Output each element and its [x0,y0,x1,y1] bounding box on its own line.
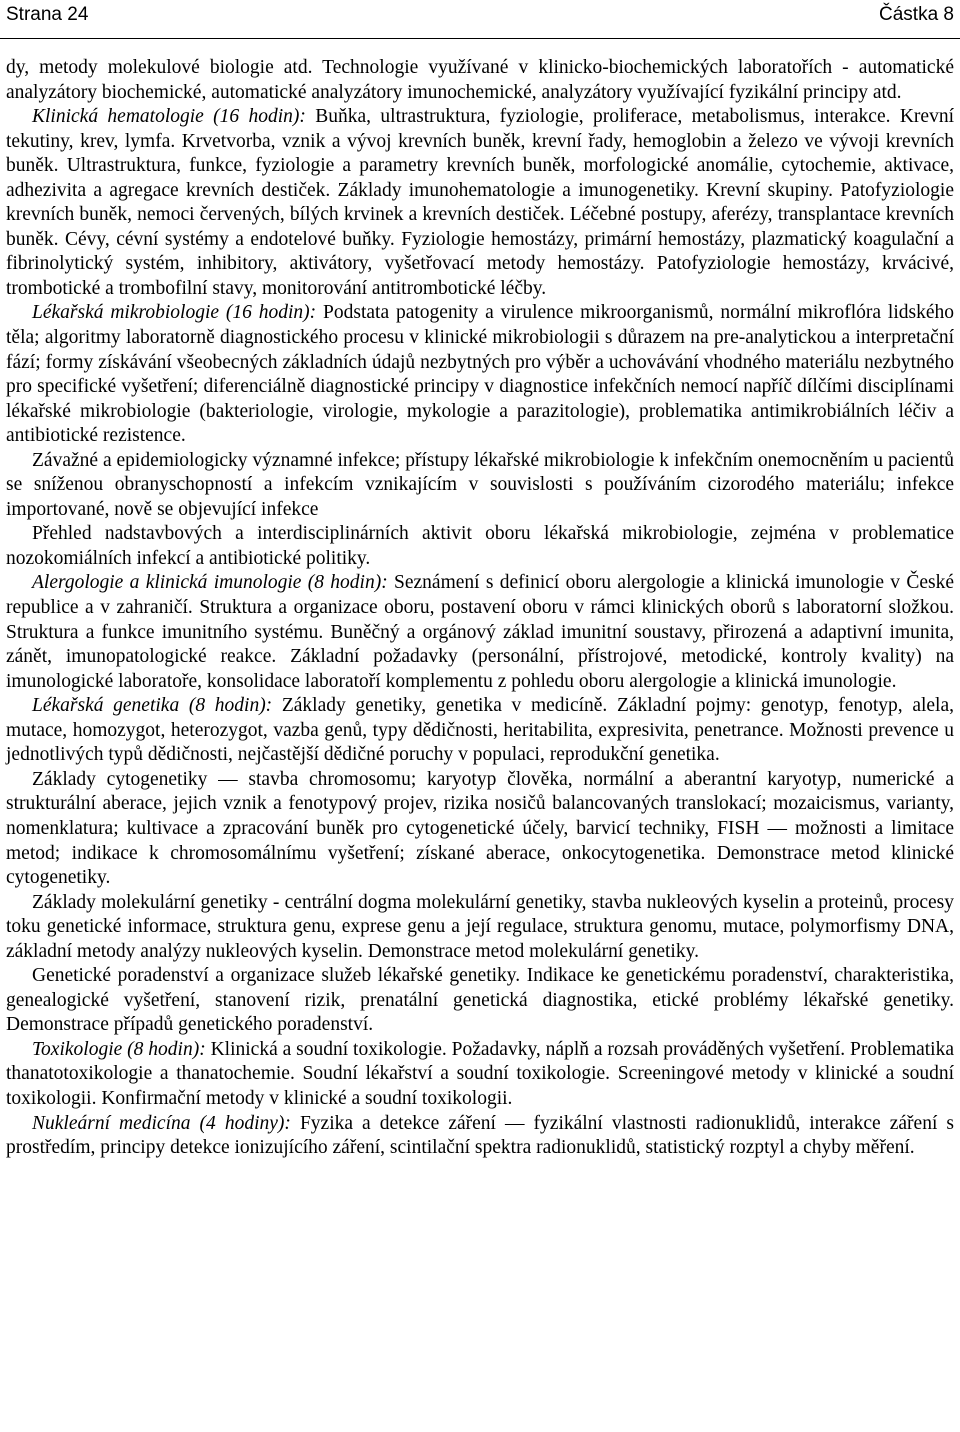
paragraph-continuation [6,56,954,105]
paragraph-nuclear-medicine [6,1112,954,1161]
paragraph-text: Seznámení s definicí oboru alergologie a klinická imunologie v České republice a v zahraničí. Struktura a organizace oboru, postavení oboru v rámci klinických oborů s laboratorní složkou. Struktura a funkce imunitního systému. Buněčný a orgánový základ imunitní soustavy, přirozená a adaptivní imunita, zánět, imunopatologické reakce. Základní požadavky (personální, přístrojové, metodické, kontroly kvality) na imunologické laboratoře, konsolidace laboratoří komplementu z pohledu oboru alergologie a klinická imunologie. [6,572,954,692]
section-heading: Lékařská genetika (8 hodin): [32,695,273,717]
paragraph-text: Základy cytogenetiky — stavba chromosomu; karyotyp člověka, normální a aberantní karyotyp, numerické a strukturální aberace, jejich vznik a fenotypový projev, rizika nosičů balancovaných translokací; mozaicismus, varianty, nomenklatura; kultivace a zpracování buněk pro cytogenetické účely, barvicí techniky, FISH — možnosti a limitace metod; indikace k chromosomálnímu vyšetření; získané aberace, onkocytogenetika. Demonstrace metod klinické cytogenetiky. [6,768,954,889]
paragraph-text: Základy genetiky, genetika v medicíně. Základní pojmy: genotyp, fenotyp, alela, mutace, homozygot, heterozygot, vazba genů, typy dědičnosti, heritabilita, expresivita, penetrance. Možnosti prevence u jednotlivých typů dědičnosti, nejčastější dědičné poruchy v populaci, reprodukční genetika. [6,695,954,766]
paragraph-serious-infections [6,449,954,523]
paragraph-text: dy, metody molekulové biologie atd. Technologie využívané v klinicko-biochemických laboratořích - automatické analyzátory biochemické, automatické analyzátory imunochemické, analyzátory využívající fyzikální principy atd. [6,57,954,103]
paragraph-text: Závažné a epidemiologicky významné infekce; přístupy lékařské mikrobiologie k infekčním onemocněním u pacientů se sníženou obranyschopností a infekcím vznikajícím v souvislosti s používáním cizorodého materiálu; infekce importované, nově se objevující infekce [6,449,954,520]
paragraph-genetic-counseling [6,964,954,1038]
paragraph-text: Klinická a soudní toxikologie. Požadavky, náplň a rozsah prováděných vyšetření. Problematika thanatotoxikologie a thanatochemie. Soudní lékařství a soudní toxikologie. Screeningové metody v klinické a soudní toxikologii. Konfirmační metody v klinické a soudní toxikologii. [6,1038,955,1109]
issue-part: Částka 8 [879,4,954,25]
paragraph-clinical-hematology [6,105,954,301]
section-heading: Klinická hematologie (16 hodin): [32,106,306,128]
paragraph-molecular-genetics [6,891,954,965]
header-rule [0,38,960,39]
section-heading: Alergologie a klinická imunologie (8 hodin): [32,572,388,594]
page-header [6,4,954,32]
section-heading: Lékařská mikrobiologie (16 hodin): [32,302,317,324]
paragraph-medical-microbiology [6,301,954,448]
paragraph-text: Buňka, ultrastruktura, fyziologie, proliferace, metabolismus, interakce. Krevní tekutiny, krev, lymfa. Krvetvorba, vznik a vývoj krevních buněk, krevní řady, hemoglobin a železo ve vývoji krevních buněk. Ultrastruktura, funkce, fyziologie a parametry krevních buněk, morfologické anomálie, cytochemie, aktivace, adhezivita a agregace krevních destiček. Základy imunohematologie a imunogenetiky. Krevní skupiny. Patofyziologie krevních buněk, nemoci červených, bílých krvinek a krevních destiček. Léčebné postupy, aferézy, transplantace krevních buněk. Cévy, cévní systémy a endotelové buňky. Fyziologie hemostázy, primární hemostázy, plazmatický koagulační a fibrinolytický systém, inhibitory, aktivátory, vyšetřovací metody hemostázy. Patofyziologie hemostázy, krvácivé, trombotické a trombofilní stavy, monitorování antitrombotické léčby. [6,106,954,299]
paragraph-text: Základy molekulární genetiky - centrální dogma molekulární genetiky, stavba nukleových kyselin a proteinů, procesy toku genetické informace, struktura genu, exprese genu a její regulace, struktura genomu, mutace, polymorfismy DNA, základní metody analýzy nukleových kyselin. Demonstrace metod molekulární genetiky. [6,891,954,962]
paragraph-text: Podstata patogenity a virulence mikroorganismů, normální mikroflóra lidského těla; algoritmy laboratorně diagnostického procesu v klinické mikrobiologii s důrazem na pre-analytickou a interpretační fází; formy získávání všeobecných základních údajů nezbytných pro výběr a uchovávání vhodného materiálu nezbytného pro specifické vyšetření; diferenciálně diagnostické principy v diagnostice infekčních nemocí napříč dílčími disciplínami lékařské mikrobiologie (bakteriologie, virologie, mykologie a parazitologie), problematika antimikrobiálních léčiv a antibiotické rezistence. [6,302,954,447]
paragraph-text: Přehled nadstavbových a interdisciplinárních aktivit oboru lékařská mikrobiologie, zejména v problematice nozokomiálních infekcí a antibiotické politiky. [6,523,954,569]
paragraph-medical-genetics [6,694,954,768]
paragraph-text: Fyzika a detekce záření — fyzikální vlastnosti radionuklidů, interakce záření s prostředím, principy detekce ionizujícího záření, scintilační spektra radionuklidů, statistický rozptyl a chyby měření. [6,1112,954,1159]
paragraph-overview [6,522,954,571]
section-heading: Toxikologie (8 hodin): [32,1038,206,1060]
paragraph-allergology [6,571,954,694]
paragraph-text: Genetické poradenství a organizace služeb lékařské genetiky. Indikace ke genetickému poradenství, charakteristika, genealogické vyšetření, stanovení rizik, prenatální genetická diagnostika, etické problémy lékařské genetiky. Demonstrace případů genetického poradenství. [6,965,954,1036]
page-number: Strana 24 [6,4,89,25]
document-body [6,56,954,1161]
paragraph-toxicology [6,1038,954,1112]
paragraph-cytogenetics [6,768,954,891]
section-heading: Nukleární medicína (4 hodiny): [32,1112,291,1134]
